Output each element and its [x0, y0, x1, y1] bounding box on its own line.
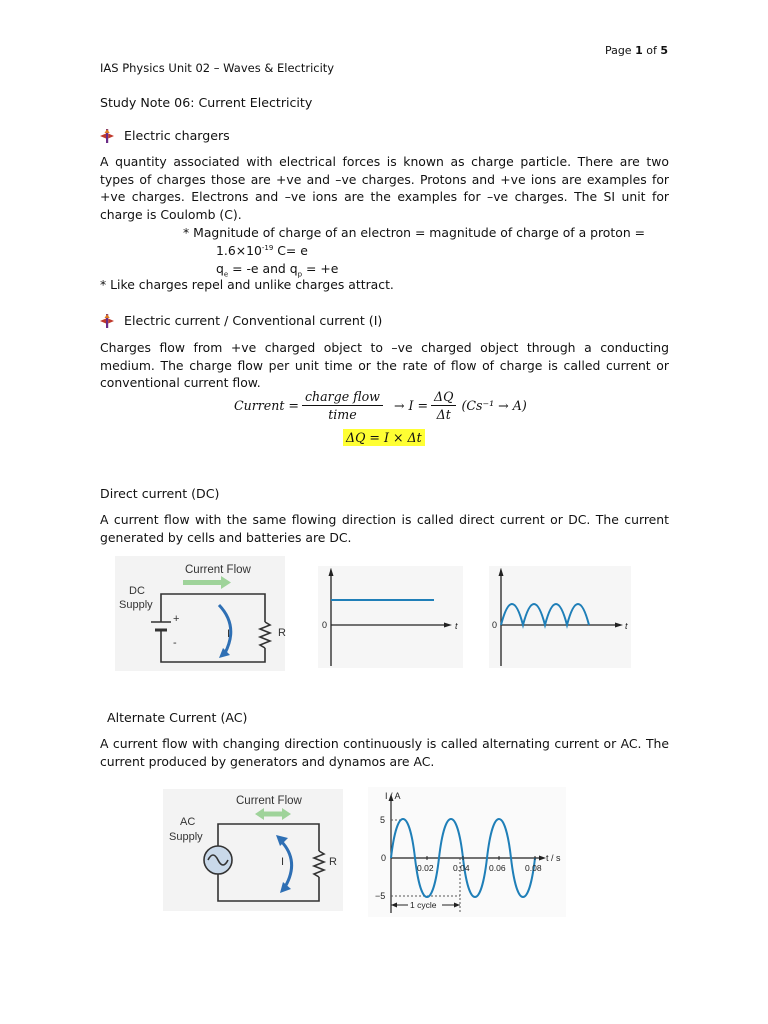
svg-text:AC: AC [180, 816, 196, 828]
paragraph-current: Charges flow from +ve charged object to –ve charged object through a conducting medium. The charge flow per unit time or the rate of flow of charge is called current or conventional current flow. [100, 340, 669, 391]
section-heading-dc: Direct current (DC) [100, 486, 220, 501]
ac-circuit-diagram [163, 789, 343, 911]
dc-circuit-diagram [115, 556, 285, 671]
svg-text:0.06: 0.06 [489, 863, 506, 873]
paragraph-dc: A current flow with the same flowing direction is called direct current or DC. The current generated by cells and batteries are DC. [100, 512, 669, 545]
svg-text:Supply: Supply [169, 831, 203, 843]
page-title: Study Note 06: Current Electricity [100, 95, 313, 110]
charge-rule-line: * Like charges repel and unlike charges attract. [100, 277, 394, 292]
charge-flow-equation: ΔQ = I × Δt [343, 430, 425, 445]
dc-supply-label-1: DC [129, 585, 145, 597]
current-equation: Current = $\frac{\text{charge flow}}{\text{time}}$ → I = $\frac{\Delta Q}{\Delta t}$ (Cs⁻¹ → A) [234, 389, 527, 422]
bullet-icon [100, 314, 114, 328]
svg-text:0.08: 0.08 [525, 863, 542, 873]
svg-text:-: - [173, 637, 177, 649]
svg-text:0: 0 [492, 620, 498, 630]
svg-text:I: I [329, 567, 332, 577]
ac-cycle-label: 1 cycle [410, 900, 437, 910]
section-heading-ac: Alternate Current (AC) [107, 710, 248, 725]
charge-symbols-line: $q_e = -e$ and $q_p = +e$ [216, 261, 339, 279]
section-heading-electric-current: Electric current / Conventional current (I) [100, 313, 382, 328]
svg-text:0: 0 [381, 853, 387, 863]
ac-x-axis-label: t / s [546, 853, 561, 863]
svg-text:I: I [281, 856, 285, 868]
page-number: Page 1 of 5 [604, 44, 668, 57]
paragraph-ac: A current flow with changing direction continuously is called alternating current or AC. The current produced by generators and dynamos are AC. [100, 736, 669, 769]
dc-graph-rectified [489, 566, 631, 668]
charge-value-line: $1.6\times 10^{-19}$ C= e [216, 243, 308, 258]
svg-text:I: I [499, 567, 502, 577]
svg-text:5: 5 [380, 815, 386, 825]
svg-text:−5: −5 [375, 891, 386, 901]
charge-magnitude-line: * Magnitude of charge of an electron = magnitude of charge of a proton = [183, 225, 645, 240]
dc-graph-constant [318, 566, 463, 668]
svg-text:R: R [329, 856, 337, 868]
paragraph-charges: A quantity associated with electrical forces is known as charge particle. There are two types of charges those are +ve and –ve charges. Protons and +ve ions are examples for +ve charges. Electrons and –ve ions are the examples for –ve charges. The SI unit for charge is Coulomb (C). [100, 154, 669, 222]
dc-supply-label-2: Supply [119, 599, 153, 611]
section-heading-electric-chargers: Electric chargers [100, 128, 230, 143]
svg-text:R: R [278, 627, 286, 639]
svg-text:Current Flow: Current Flow [236, 795, 302, 807]
bullet-icon [100, 129, 114, 143]
svg-text:t: t [455, 621, 458, 631]
svg-text:0.04: 0.04 [453, 863, 470, 873]
svg-text:+: + [173, 613, 180, 625]
svg-text:I: I [227, 628, 231, 640]
ac-graph [368, 787, 566, 917]
svg-text:t: t [625, 621, 628, 631]
ac-y-axis-label: I / A [385, 791, 401, 801]
dc-current-flow-label: Current Flow [185, 564, 251, 576]
unit-title: IAS Physics Unit 02 – Waves & Electricity [100, 61, 335, 75]
svg-text:0.02: 0.02 [417, 863, 434, 873]
svg-text:0: 0 [322, 620, 328, 630]
